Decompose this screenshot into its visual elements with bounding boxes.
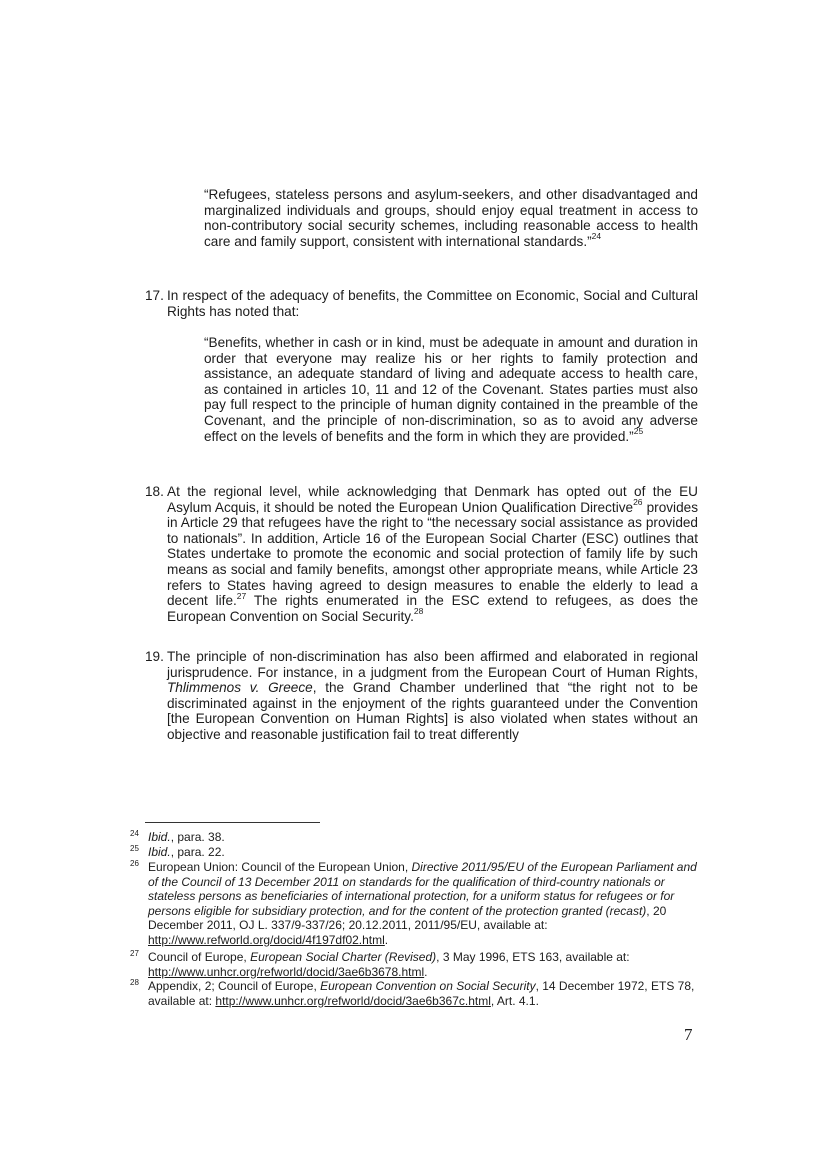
paragraph-number: 17. [145,288,164,303]
footnote-separator [145,822,320,823]
footnote-text [148,845,705,860]
text-segment: , 20 December 2011, OJ L. 337/9-337/26; 20.12.2011, 2011/95/EU, available at: [148,903,667,933]
paragraph-text: In respect of the adequacy of benefits, the Committee on Economic, Social and Cultural Rights has noted that: [167,288,698,319]
footnote-number: 27 [130,949,139,958]
text-segment: . [384,932,389,947]
text-segment: , the Grand Chamber underlined that “the right not to be discriminated against in the enjoyment of the rights guaranteed under the Convention [the European Convention on Human Rights] is also violated when states without an objective and reasonable justification fail to treat differently [167,680,698,742]
paragraph-number: 19. [145,649,164,664]
text-segment: . [424,964,428,979]
text-segment: The rights enumerated in the ESC extend to refugees, as does the European Convention on Social Security. [167,593,699,624]
footnote-number: 25 [130,844,139,853]
footnote-25 [130,845,705,860]
paragraph-text [167,484,698,624]
document-title: European Convention on Social Security [320,979,536,993]
page-number: 7 [684,1025,693,1044]
text-segment: Appendix, 2; Council of Europe, [148,979,321,993]
footnote-ref-25[interactable]: 25 [633,426,644,437]
footnote-ref-26[interactable]: 26 [633,497,643,508]
footnote-number: 26 [130,859,139,868]
document-title: Directive 2011/95/EU of the European Parliament and of the Council of 13 December 2011 on standards for the qualification of third-country nationals or stateless persons as beneficiaries of international protection, for a uniform status for refugees or for persons eligible for subsidiary protection, and for the content of the protection granted (recast) [148,860,697,918]
text-segment: , Art. 4.1. [490,993,539,1008]
footnote-number: 24 [130,829,139,838]
text-segment: European Union: Council of the European Union, [148,860,412,874]
footnote-ref-24[interactable]: 24 [591,231,602,242]
text-segment: Council of Europe, [148,950,251,964]
paragraph-text [167,649,698,743]
quote-text: “Benefits, whether in cash or in kind, must be adequate in amount and duration in order that everyone may realize his or her rights to family protection and assistance, an adequate standard of living and adequate access to health care, as contained in articles 10, 11 and 12 of the Covenant. States parties must also pay full respect to the principle of human dignity contained in the preamble of the Covenant, and the principle of non-discrimination, so as to avoid any adverse effect on the levels of benefits and the form in which they are provided.” [204,335,698,444]
quote-text: “Refugees, stateless persons and asylum-seekers, and other disadvantaged and marginalized individuals and groups, should enjoy equal treatment in access to non-contributory social security schemes, including reasonable access to health care and family support, consistent with international standards.” [204,187,698,249]
block-quote-refugees [204,187,698,249]
paragraph-18 [145,484,698,624]
refworld-link[interactable]: http://www.refworld.org/docid/4f197df02.html [148,932,385,947]
paragraph-17 [145,288,698,319]
footnote-28 [130,979,705,1008]
footnote-text [148,860,705,948]
footnote-24 [130,830,705,845]
footnote-text [148,830,705,845]
paragraph-19 [145,649,698,743]
text-segment: , 14 December 1972, ETS 78, available at: [148,979,695,1008]
footnote-text [148,950,705,979]
footnote-ibid: Ibid. [148,830,171,844]
refworld-link[interactable]: http://www.unhcr.org/refworld/docid/3ae6b3678.html [148,964,425,979]
text-segment: , 3 May 1996, ETS 163, available at: [436,950,630,964]
footnote-text [148,979,705,1008]
paragraph-number: 18. [145,484,164,499]
text-segment: , para. 22. [170,845,225,859]
text-segment: provides in Article 29 that refugees have the right to “the necessary social assistance as provided to nationals”. In addition, Article 16 of the European Social Charter (ESC) outlines that States undertake to promote the economic and social protection of family life by such means as social and family benefits, amongst other appropriate means, while Article 23 refers to States having agreed to design measures to enable the elderly to lead a decent life. [167,499,698,609]
footnote-ibid: Ibid. [148,845,171,859]
footnote-ref-27[interactable]: 27 [236,590,247,601]
document-title: European Social Charter (Revised) [250,950,437,964]
block-quote-benefits [204,335,698,444]
footnote-ref-28[interactable]: 28 [413,606,424,617]
footnote-27 [130,950,705,979]
refworld-link[interactable]: http://www.unhcr.org/refworld/docid/3ae6b367c.html [215,993,491,1008]
footnote-number: 28 [130,978,139,987]
text-segment: , para. 38. [170,830,225,844]
case-name: Thlimmenos v. Greece [167,680,313,696]
footnote-26 [130,860,705,948]
text-segment: At the regional level, while acknowledging that Denmark has opted out of the EU Asylum Acquis, it should be noted the European Union Qualification Directive [167,484,698,515]
text-segment: The principle of non-discrimination has also been affirmed and elaborated in regional jurisprudence. For instance, in a judgment from the European Court of Human Rights, [167,649,698,680]
